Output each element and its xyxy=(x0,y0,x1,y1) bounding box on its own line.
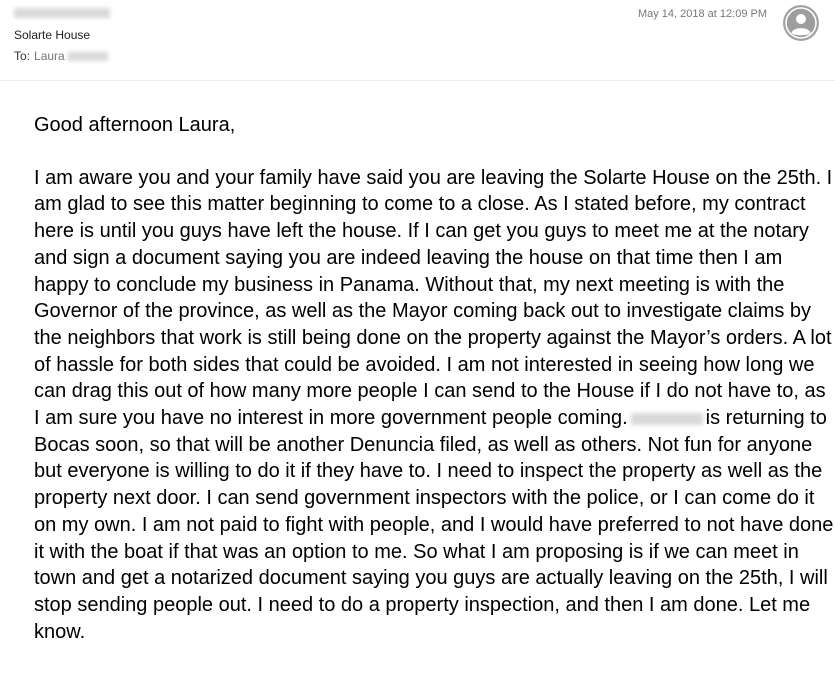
email-body xyxy=(34,112,834,645)
email-greeting: Good afternoon Laura, xyxy=(34,114,236,136)
person-icon xyxy=(783,5,819,41)
redacted-name xyxy=(631,413,703,425)
email-header xyxy=(0,0,835,80)
email-subject: Solarte House xyxy=(14,28,91,42)
recipient-row xyxy=(14,49,108,63)
recipient-surname-redacted xyxy=(68,52,108,61)
avatar[interactable] xyxy=(783,5,819,41)
to-label: To: xyxy=(14,49,31,63)
email-date: May 14, 2018 at 12:09 PM xyxy=(637,8,767,20)
paragraph-text-part-1: I am aware you and your family have said you are leaving the Solarte House on the 25th. I am glad to see this matter beginning to come to a close. As I stated before, my contract here is until you guys have left the house. If I can get you guys to meet me at the notary and sign a document saying you are indeed leaving the house on that time then I am happy to conclude my business in Panama. Without that, my next meeting is with the Governor of the province, as well as the Mayor coming back out to investigate claims by the neighbors that work is still being done on the property against the Mayor’s orders. A lot of hassle for both sides that could be avoided. I am not interested in seeing how long we can drag this out of how many more people I can send to the House if I do not have to, as I am sure you have no interest in more government people coming. xyxy=(34,166,833,430)
paragraph-text-part-2: is returning to Bocas soon, so that will be another Denuncia filed, as well as others. Not fun for anyone but everyone is willing to do it if they have to. I need to inspect the property as well as the property next door. I can send government inspectors with the police, or I can come do it on my own. I am not paid to fight with people, and I would have preferred to not have done it with the boat if that was an option to me. So what I am proposing is if we can meet in town and get a notarized document saying you guys are actually leaving on the 25th, I will stop sending people out. I need to do a property inspection, and then I am done. Let me know. xyxy=(34,407,834,643)
email-paragraph xyxy=(34,165,834,646)
header-divider xyxy=(0,80,835,81)
recipient-name[interactable]: Laura xyxy=(34,49,65,63)
sender-name-redacted xyxy=(14,8,110,18)
